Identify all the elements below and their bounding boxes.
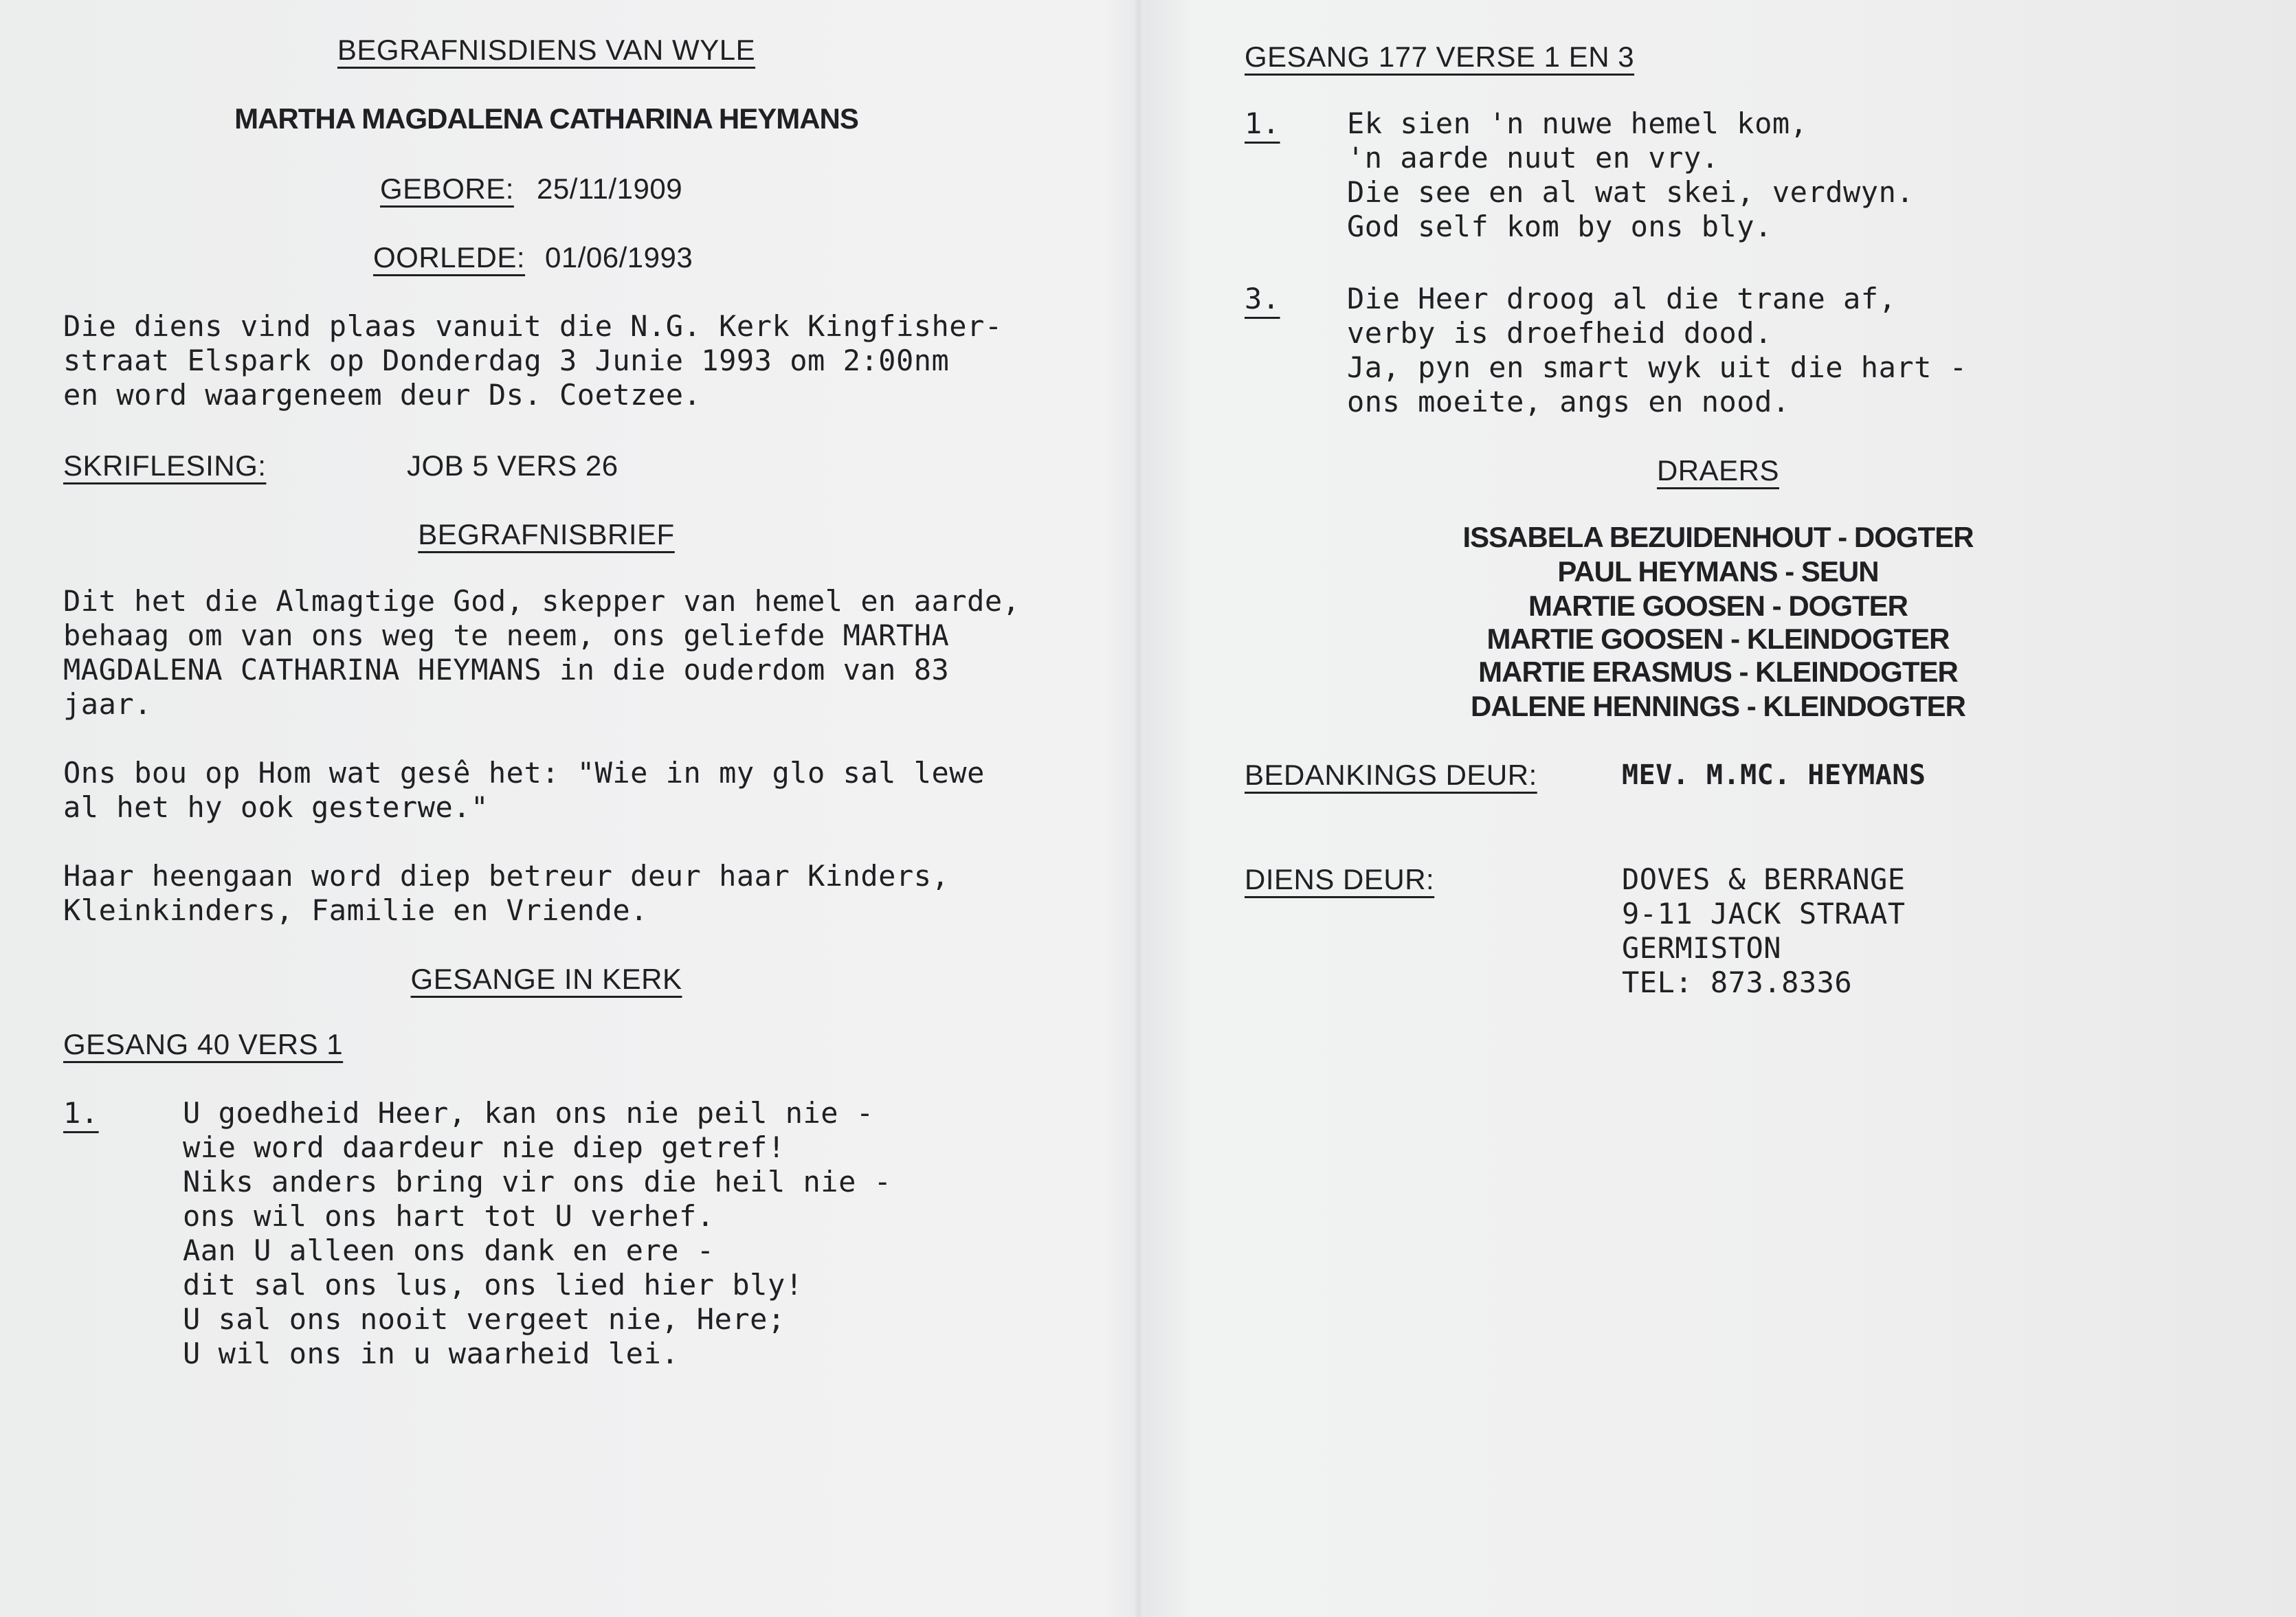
hymn1-line: Niks anders bring vir ons die heil nie - [183,1165,892,1198]
service-line: Die diens vind plaas vanuit die N.G. Kerk Kingfisher- [63,309,1003,343]
bearer-line: MARTIE GOOSEN - KLEINDOGTER [1486,623,1950,655]
mourned-line: Kleinkinders, Familie en Vriende. [63,893,648,927]
verse1-line: Die see en al wat skei, verdwyn. [1347,175,1915,209]
hymn1-line: Aan U alleen ons dank en ere - [183,1234,715,1267]
service-by-line: DOVES & BERRANGE [1622,862,1906,896]
thanks-label: BEDANKINGS DEUR: [1245,759,1537,791]
born-label: GEBORE: [380,172,514,205]
reading-value: JOB 5 VERS 26 [407,449,618,482]
died-label: OORLEDE: [373,241,526,274]
service-by-label: DIENS DEUR: [1245,863,1435,895]
letter-line: jaar. [63,687,152,721]
letter-line: behaag om van ons weg te neem, ons geliefde MARTHA [63,618,950,652]
letter-heading: BEGRAFNISBRIEF [418,518,675,550]
died-date: 01/06/1993 [545,241,693,274]
service-by-line: TEL: 873.8336 [1622,966,1853,999]
bearer-line: MARTIE ERASMUS - KLEINDOGTER [1478,656,1958,688]
faith-line: al het hy ook gesterwe." [63,790,489,824]
bearer-line: MARTIE GOOSEN - DOGTER [1528,590,1908,622]
hymn1-title: GESANG 40 VERS 1 [63,1028,344,1060]
service-by-line: 9-11 JACK STRAAT [1622,897,1906,930]
hymn1-line: U goedheid Heer, kan ons nie peil nie - [183,1096,874,1130]
verse3-line: verby is droefheid dood. [1347,316,1772,350]
hymn1-line: wie word daardeur nie diep getref! [183,1130,785,1164]
verse3-line: Die Heer droog al die trane af, [1347,282,1897,315]
verse1-line: 'n aarde nuut en vry. [1347,141,1719,175]
verse1-line: Ek sien 'n nuwe hemel kom, [1347,107,1808,140]
bearer-line: DALENE HENNINGS - KLEINDOGTER [1470,690,1966,722]
thanks-value: MEV. M.MC. HEYMANS [1622,759,1926,791]
mourned-line: Haar heengaan word diep betreur deur haar Kinders, [63,859,950,893]
verse3-line: Ja, pyn en smart wyk uit die hart - [1347,350,1968,384]
hymn1-line: ons wil ons hart tot U verhef. [183,1199,715,1233]
verse1-number: 1. [1245,107,1280,140]
hymn1-line: dit sal ons lus, ons lied hier bly! [183,1268,803,1302]
bearers-heading: DRAERS [1656,454,1780,487]
reading-label: SKRIFLESING: [63,449,267,482]
verse1-line: God self kom by ons bly. [1347,210,1772,243]
hymn1-verse-number: 1. [63,1096,99,1130]
faith-line: Ons bou op Hom wat gesê het: "Wie in my glo sal lewe [63,756,985,790]
letter-line: Dit het die Almagtige God, skepper van hemel en aarde, [63,584,1021,618]
page-fold [1134,0,1144,1617]
hymns-heading: GESANGE IN KERK [410,963,682,995]
hymn2-title: GESANG 177 VERSE 1 EN 3 [1245,41,1635,73]
heading-funeral-service: BEGRAFNISDIENS VAN WYLE [337,34,756,66]
service-by-line: GERMISTON [1622,931,1782,965]
letter-line: MAGDALENA CATHARINA HEYMANS in die ouderdom van 83 [63,653,950,687]
verse3-number: 3. [1245,282,1280,315]
service-line: straat Elspark op Donderdag 3 Junie 1993 om 2:00nm [63,344,950,377]
hymn1-line: U wil ons in u waarheid lei. [183,1337,680,1370]
service-line: en word waargeneem deur Ds. Coetzee. [63,378,702,412]
born-date: 25/11/1909 [537,172,683,205]
deceased-name: MARTHA MAGDALENA CATHARINA HEYMANS [234,102,858,135]
verse3-line: ons moeite, angs en nood. [1347,385,1790,419]
hymn1-line: U sal ons nooit vergeet nie, Here; [183,1302,785,1336]
bearer-line: ISSABELA BEZUIDENHOUT - DOGTER [1462,521,1974,553]
bearer-line: PAUL HEYMANS - SEUN [1557,555,1879,588]
